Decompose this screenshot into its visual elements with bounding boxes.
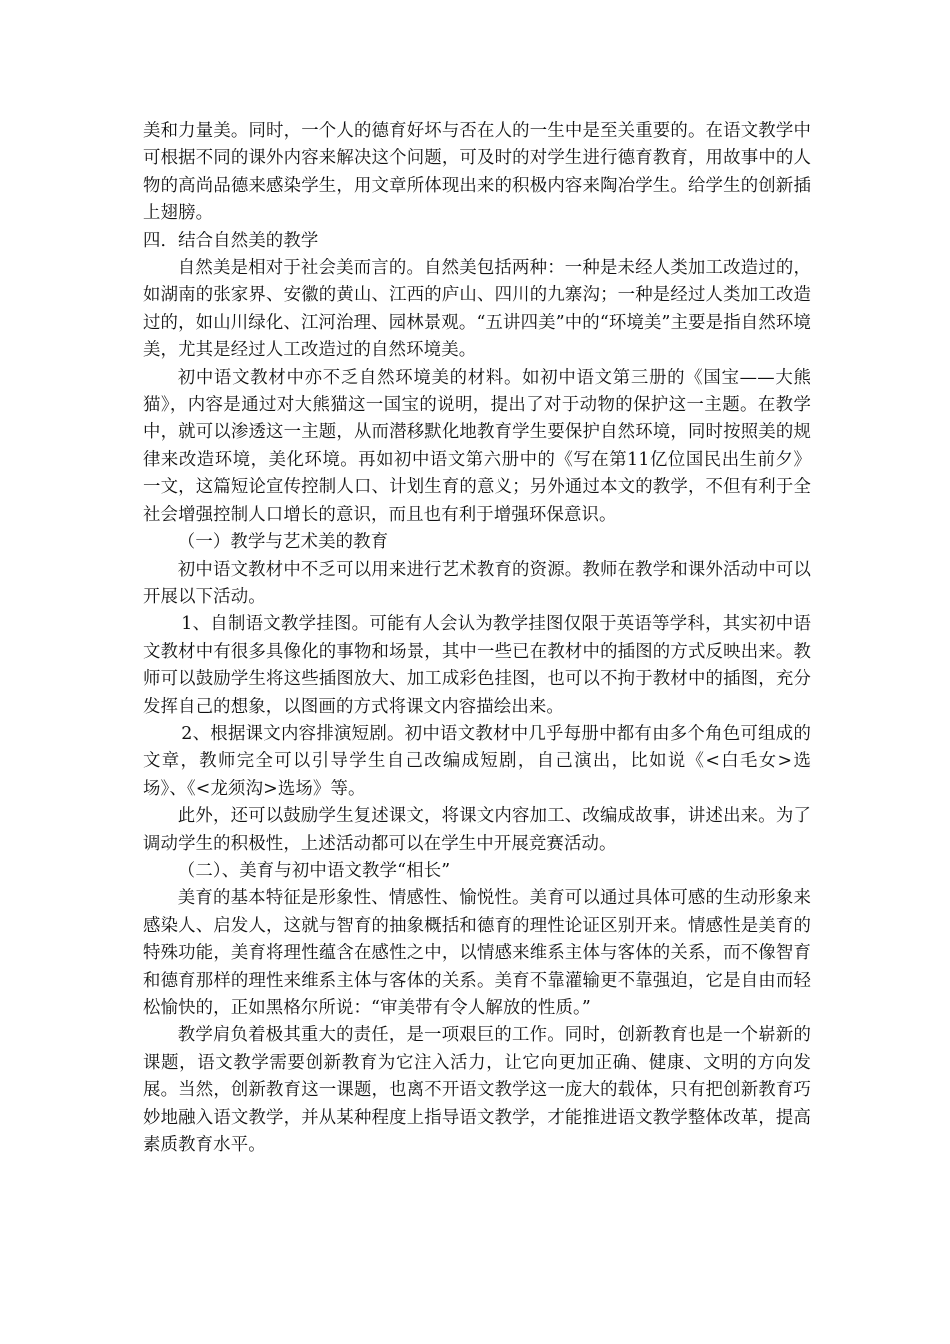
document-body	[143, 118, 811, 1159]
list-item: 2、根据课文内容排演短剧。初中语文教材中几乎每册中都有由多个角色可组成的文章，教师完全可以引导学生自己改编成短剧，自己演出，比如说《<白毛女>选场》、《<龙须沟>选场》等。	[143, 723, 811, 799]
list-item: 1、自制语文教学挂图。可能有人会认为教学挂图仅限于英语等学科，其实初中语文教材中有很多具像化的事物和场景，其中一些已在教材中的插图的方式反映出来。教师可以鼓励学生将这些插图放大、加工成彩色挂图，也可以不拘于教材中的插图，充分发挥自己的想象，以图画的方式将课文内容描绘出来。	[143, 614, 811, 717]
paragraph-continuation: 美和力量美。同时，一个人的德育好坏与否在人的一生中是至关重要的。在语文教学中可根据不同的课外内容来解决这个问题，可及时的对学生进行德育教育，用故事中的人物的高尚品德来感染学生，用文章所体现出来的积极内容来陶冶学生。给学生的创新插上翅膀。	[143, 121, 811, 224]
paragraph: 教学肩负着极其重大的责任，是一项艰巨的工作。同时，创新教育也是一个崭新的课题，语文教学需要创新教育为它注入活力，让它向更加正确、健康、文明的方向发展。当然，创新教育这一课题，也离不开语文教学这一庞大的载体，只有把创新教育巧妙地融入语文教学，并从某种程度上指导语文教学，才能推进语文教学整体改革，提高素质教育水平。	[143, 1025, 811, 1156]
subsection-heading: （一）教学与艺术美的教育	[177, 532, 389, 553]
paragraph: 自然美是相对于社会美而言的。自然美包括两种：一种是未经人类加工改造过的，如湖南的张家界、安徽的黄山、江西的庐山、四川的九寨沟；一种是经过人类加工改造过的，如山川绿化、江河治理、园林景观。“五讲四美”中的“环境美”主要是指自然环境美，尤其是经过人工改造过的自然环境美。	[143, 258, 811, 361]
paragraph: 初中语文教材中亦不乏自然环境美的材料。如初中语文第三册的《国宝——大熊猫》，内容是通过对大熊猫这一国宝的说明，提出了对于动物的保护这一主题。在教学中，就可以渗透这一主题，从而潜移默化地教育学生要保护自然环境，同时按照美的规律来改造环境，美化环境。再如初中语文第六册中的《写在第11亿位国民出生前夕》一文，这篇短论宣传控制人口、计划生育的意义；另外通过本文的教学，不但有利于全社会增强控制人口增长的意识，而且也有利于增强环保意识。	[143, 367, 811, 525]
paragraph: 美育的基本特征是形象性、情感性、愉悦性。美育可以通过具体可感的生动形象来感染人、启发人，这就与智育的抽象概括和德育的理性论证区别开来。情感性是美育的特殊功能，美育将理性蕴含在感性之中，以情感来维系主体与客体的关系，而不像智育和德育那样的理性来维系主体与客体的关系。美育不靠灌输更不靠强迫，它是自由而轻松愉快的，正如黑格尔所说：“审美带有令人解放的性质。”	[143, 888, 811, 1018]
subsection-heading: （二）、美育与初中语文教学“相长”	[177, 860, 451, 881]
section-heading: 四．结合自然美的教学	[143, 230, 319, 251]
paragraph: 此外，还可以鼓励学生复述课文，将课文内容加工、改编成故事，讲述出来。为了调动学生的积极性，上述活动都可以在学生中开展竞赛活动。	[143, 806, 811, 854]
paragraph: 初中语文教材中不乏可以用来进行艺术教育的资源。教师在教学和课外活动中可以开展以下活动。	[143, 559, 811, 607]
